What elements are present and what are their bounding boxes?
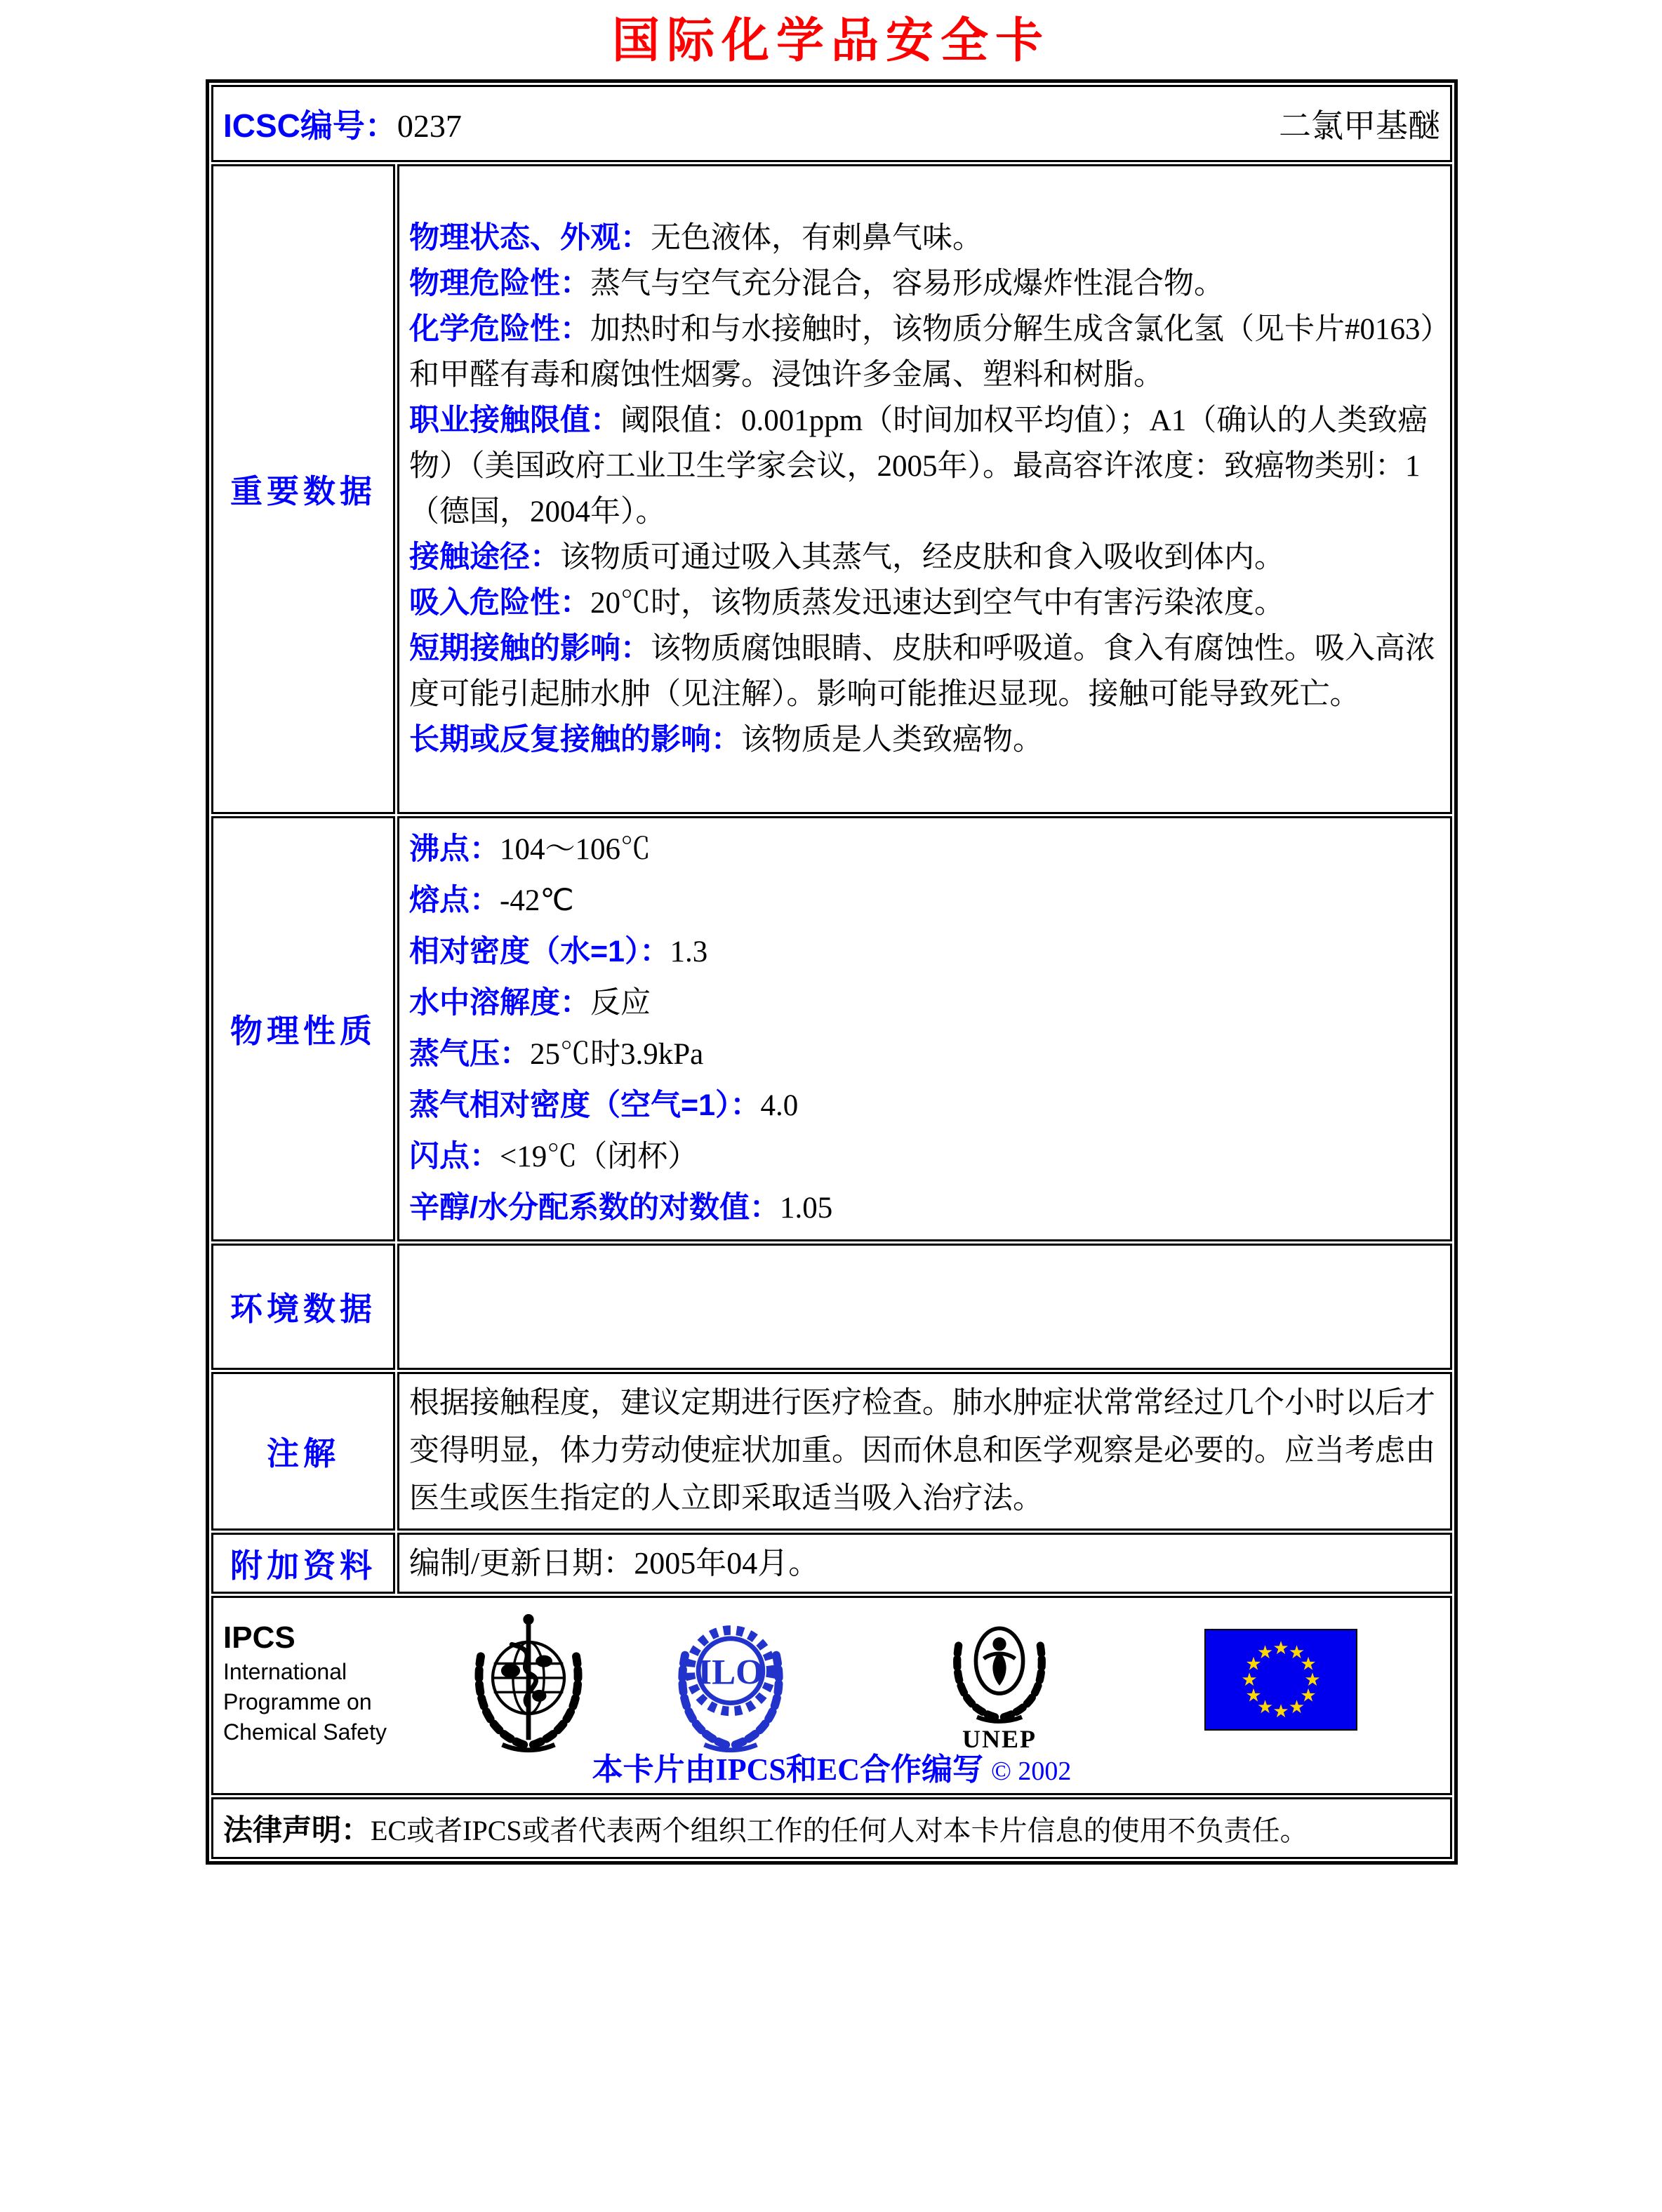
credit-year: © 2002 [991,1757,1072,1786]
icsc-card-table [206,79,1458,1865]
svg-text:★: ★ [1245,1685,1262,1707]
property-label: 沸点： [409,832,500,866]
header-row [211,85,1452,162]
logos-cell [211,1596,1452,1795]
item-label: 物理危险性： [409,267,590,300]
ipcs-text-block [223,1619,387,1747]
legal-label: 法律声明： [223,1813,371,1846]
important-data-row-label: 重要数据 [211,164,395,814]
physical-properties-row-label: 物理性质 [211,816,395,1241]
property-label: 蒸气相对密度（空气=1）： [409,1088,761,1122]
svg-text:★: ★ [1300,1653,1317,1675]
item-label: 吸入危险性： [409,586,590,620]
item-label: 物理状态、外观： [409,221,651,255]
legal-text: EC或者IPCS或者代表两个组织工作的任何人对本卡片信息的使用不负责任。 [371,1815,1308,1846]
important-data-item [409,307,1440,398]
ilo-letters: ILO [698,1653,764,1693]
property-label: 相对密度（水=1）： [409,935,670,968]
ipcs-subtitle-line: Programme on [223,1689,372,1714]
item-label: 化学危险性： [409,312,590,346]
environmental-data-row-label: 环境数据 [211,1244,395,1370]
item-label: 职业接触限值： [409,404,620,437]
property-value: 1.05 [779,1192,833,1225]
icsc-number-group [223,100,462,147]
property-value: 104～106℃ [500,833,651,866]
notes-content: 根据接触程度，建议定期进行医疗检查。肺水肿症状常常经过几个小时以后才变得明显，体力劳动使症状加重。因而休息和医学观察是必要的。应当考虑由医生或医生指定的人立即采取适当吸入治疗法。 [397,1372,1452,1531]
item-text: 无色液体，有刺鼻气味。 [651,222,983,255]
property-line [409,1029,1440,1080]
unep-label: UNEP [962,1725,1037,1753]
property-line [409,1080,1440,1131]
svg-text:★: ★ [1241,1670,1258,1691]
property-line [409,1131,1440,1182]
additional-info-row [211,1533,1452,1594]
property-value: <19℃（闭杯） [500,1140,698,1173]
header-cell [211,85,1452,162]
physical-properties-row [211,816,1452,1241]
unep-logo-icon [943,1609,1056,1725]
important-data-item [409,626,1440,717]
svg-text:★: ★ [1245,1653,1262,1675]
ipcs-subtitle-line: Chemical Safety [223,1719,387,1745]
ipcs-title: IPCS [223,1620,295,1655]
property-label: 蒸气压： [409,1037,530,1071]
additional-info-row-label: 附加资料 [211,1533,395,1594]
item-label: 短期接触的影响： [409,632,651,665]
item-label: 长期或反复接触的影响： [409,723,741,757]
ilo-logo-icon [671,1608,790,1755]
item-text: 该物质腐蚀眼睛、皮肤和呼吸道。食入有腐蚀性。吸入高浓度可能引起肺水肿（见注解）。影响可能推迟显现。接触可能导致死亡。 [409,632,1435,711]
important-data-item [409,261,1440,307]
property-label: 熔点： [409,884,500,917]
chemical-name: 二氯甲基醚 [1279,108,1440,144]
credit-line [213,1744,1450,1789]
item-text: 该物质是人类致癌物。 [741,724,1043,757]
property-label: 闪点： [409,1140,500,1173]
page-title: 国际化学品安全卡 [611,14,1050,67]
property-label: 水中溶解度： [409,986,590,1020]
item-text: 该物质可通过吸入其蒸气，经皮肤和食入吸收到体内。 [560,541,1284,574]
legal-row [211,1797,1452,1859]
item-text: 阈限值：0.001ppm（时间加权平均值）；A1（确认的人类致癌物）（美国政府工业卫生学家会议，2005年）。最高容许浓度：致癌物类别：1（德国，2004年）。 [409,404,1428,528]
svg-text:★: ★ [1272,1638,1289,1659]
ipcs-subtitle-line: International [223,1659,347,1684]
property-line [409,824,1440,875]
icsc-number-value: 0237 [397,108,462,144]
property-line [409,978,1440,1029]
property-value: 25℃时3.9kPa [530,1038,704,1071]
svg-text:★: ★ [1300,1685,1317,1707]
property-line [409,875,1440,926]
property-value: 1.3 [670,935,708,968]
unep-logo-block [943,1609,1056,1754]
svg-text:★: ★ [1256,1697,1274,1718]
svg-text:★: ★ [1288,1697,1305,1718]
item-text: 蒸气与空气充分混合，容易形成爆炸性混合物。 [590,267,1224,300]
eu-flag-icon [1204,1629,1357,1731]
legal-cell [211,1797,1452,1859]
svg-text:★: ★ [1304,1670,1321,1691]
svg-text:★: ★ [1272,1701,1289,1722]
svg-text:★: ★ [1288,1642,1305,1663]
additional-info-content: 编制/更新日期：2005年04月。 [397,1533,1452,1594]
property-line [409,1182,1440,1234]
item-label: 接触途径： [409,540,560,574]
environmental-data-row [211,1244,1452,1370]
who-logo-icon [469,1608,588,1755]
notes-row [211,1372,1452,1531]
environmental-data-content [397,1244,1452,1370]
property-line [409,926,1440,978]
property-label: 辛醇/水分配系数的对数值： [409,1191,780,1225]
property-value: 反应 [590,987,651,1020]
important-data-content [397,164,1452,814]
svg-text:★: ★ [1256,1642,1274,1663]
physical-properties-content [397,816,1452,1241]
logos-row [211,1596,1452,1795]
important-data-item [409,717,1440,763]
icsc-number-label: ICSC编号： [223,107,397,144]
property-value: -42℃ [500,884,574,917]
item-text: 20℃时，该物质蒸发迅速达到空气中有害污染浓度。 [590,587,1284,620]
important-data-item [409,580,1440,626]
credit-text: 本卡片由IPCS和EC合作编写 [592,1752,983,1787]
important-data-item [409,535,1440,580]
item-text: 加热时和与水接触时，该物质分解生成含氯化氢（见卡片#0163）和甲醛有毒和腐蚀性烟雾。浸蚀许多金属、塑料和树脂。 [409,313,1435,392]
notes-row-label: 注解 [211,1372,395,1531]
property-value: 4.0 [760,1089,799,1122]
important-data-item [409,398,1440,535]
important-data-item [409,215,1440,261]
important-data-row [211,164,1452,814]
